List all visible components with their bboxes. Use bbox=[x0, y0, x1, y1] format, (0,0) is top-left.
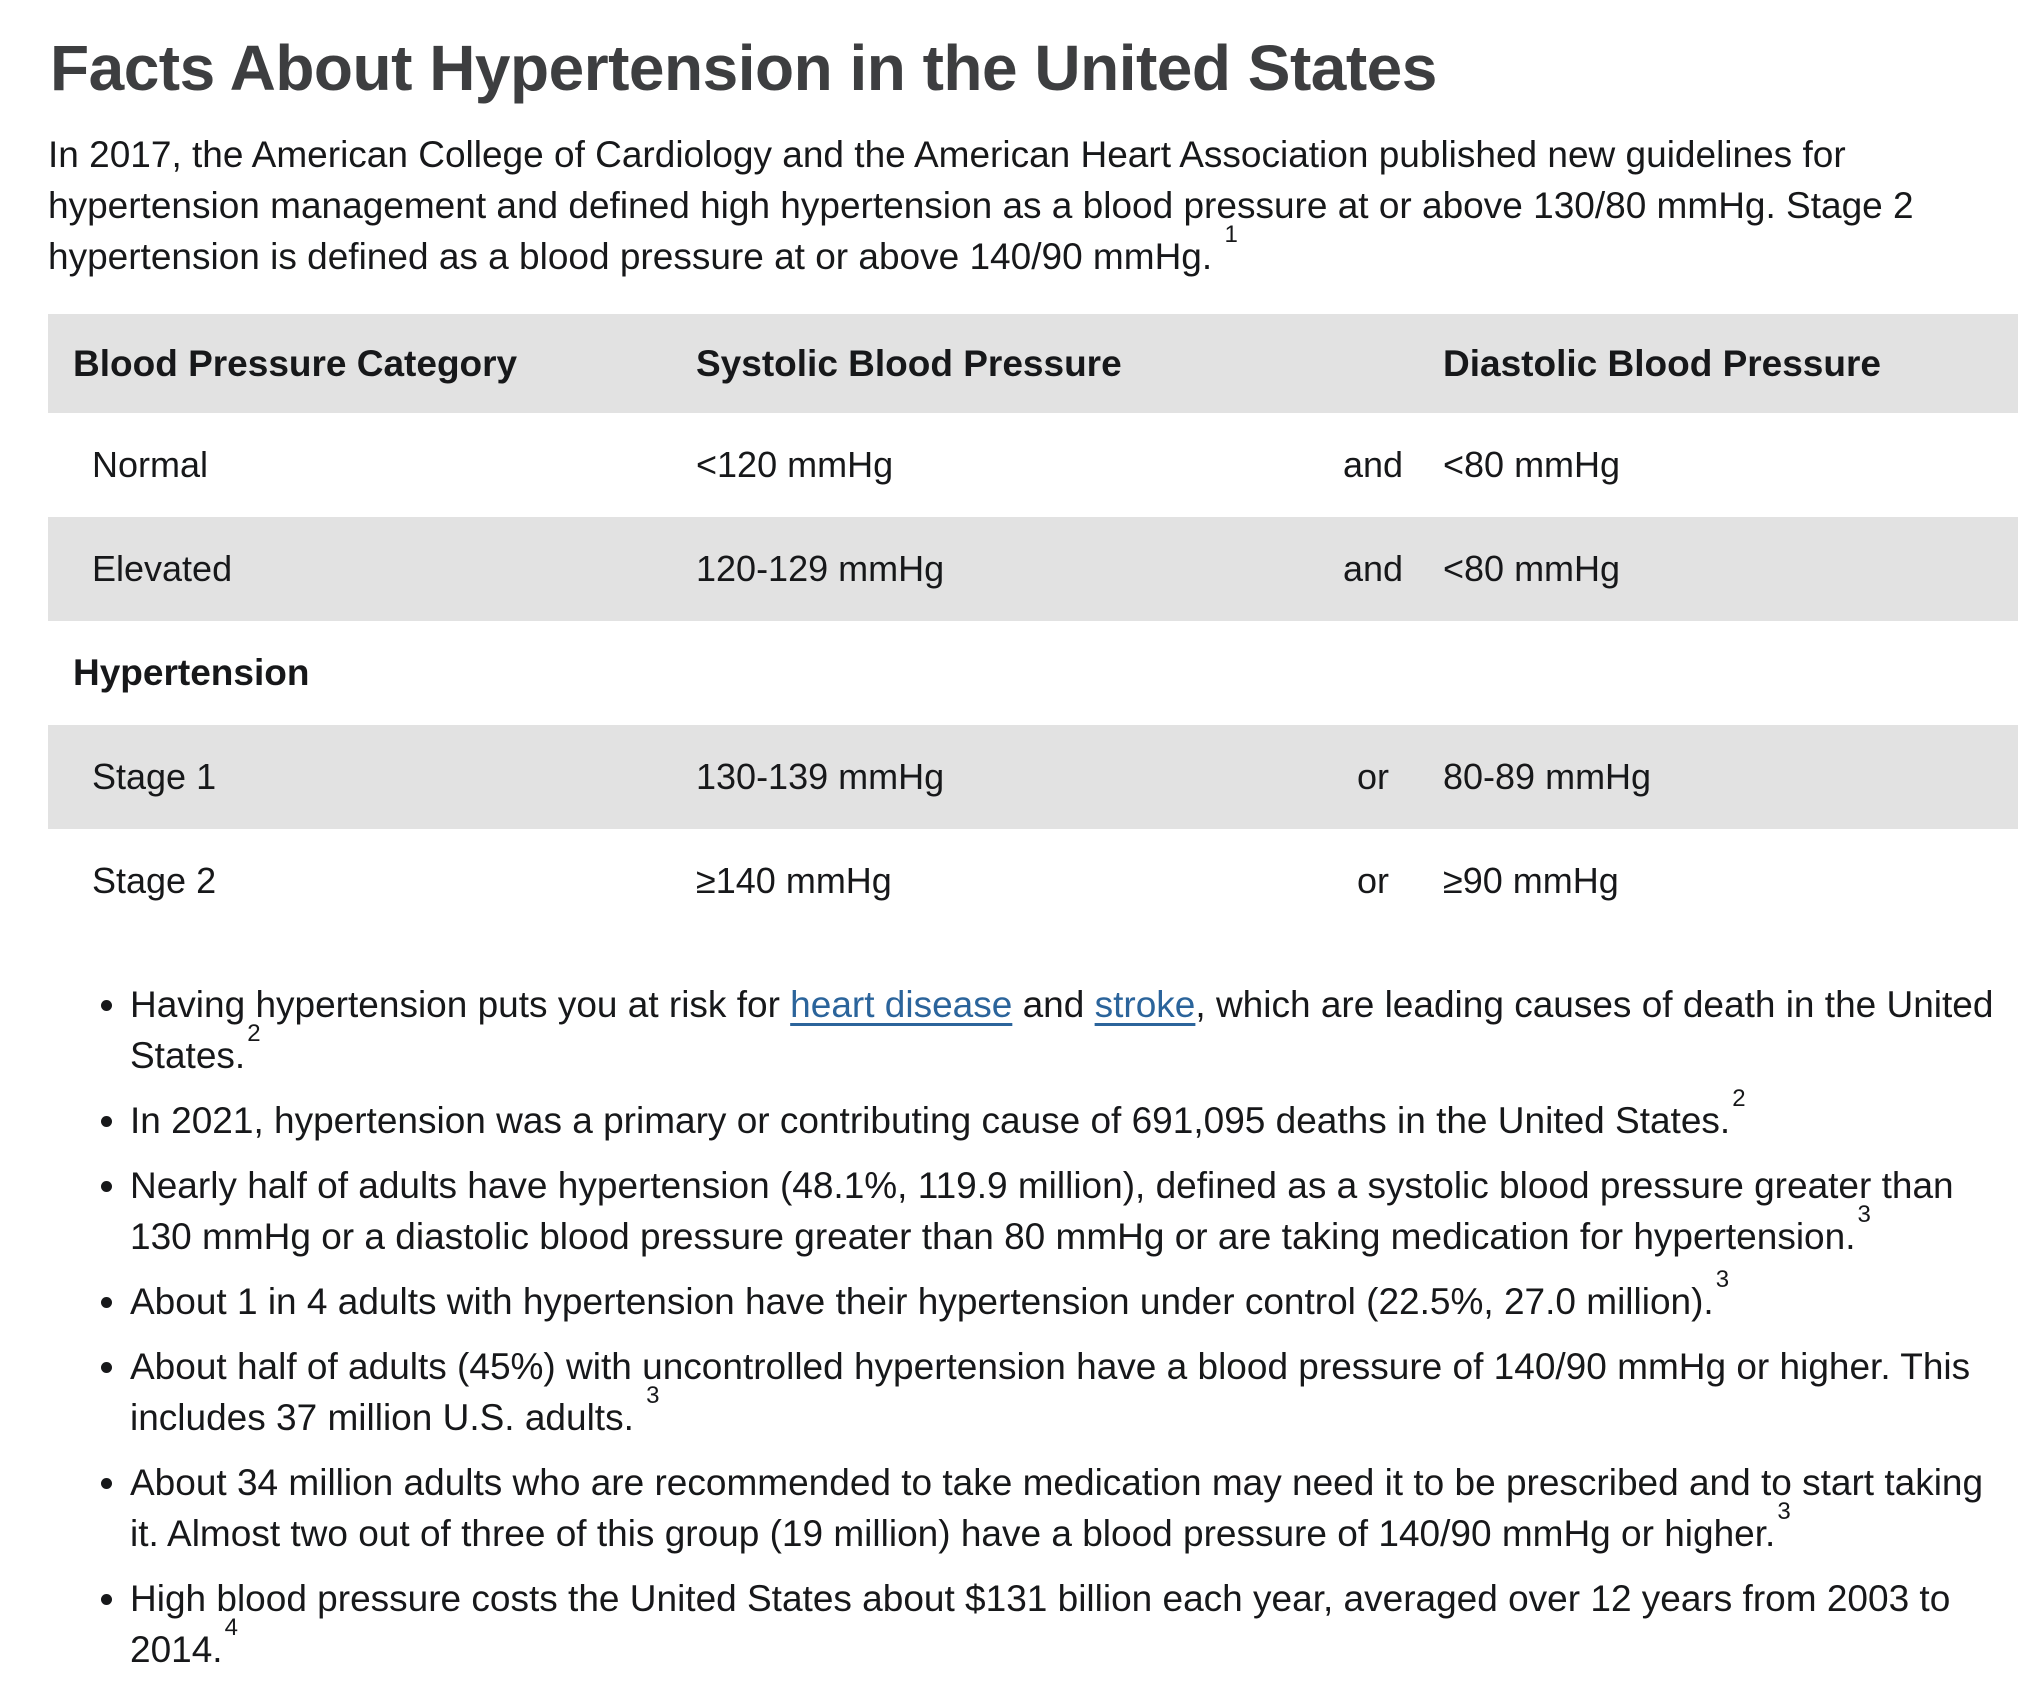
fact-item-prevalence bbox=[130, 1160, 2018, 1262]
page-title: Facts About Hypertension in the United States bbox=[50, 32, 1437, 104]
cell-diastolic: ≥90 mmHg bbox=[1443, 860, 1619, 901]
cell-category: Normal bbox=[92, 444, 209, 485]
page-content bbox=[0, 30, 2044, 1675]
cell-diastolic: <80 mmHg bbox=[1443, 444, 1621, 485]
footnote-ref: 3 bbox=[1857, 1200, 1871, 1228]
text-segment: Having hypertension puts you at risk for bbox=[130, 984, 791, 1025]
column-header-systolic: Systolic Blood Pressure bbox=[696, 342, 1122, 384]
cell-conjunction: and bbox=[1342, 444, 1404, 485]
fact-item-risk bbox=[130, 979, 2018, 1081]
footnote-ref: 4 bbox=[224, 1613, 238, 1641]
text-segment: , which are leading causes of death in the United States. bbox=[130, 984, 1994, 1076]
cell-systolic: ≥140 mmHg bbox=[696, 860, 892, 901]
cell-conjunction: or bbox=[1356, 860, 1389, 901]
text-segment: About 1 in 4 adults with hypertension have their hypertension under control (22.5%, 27.0 million). bbox=[130, 1281, 1714, 1322]
text-segment: About 34 million adults who are recommended to take medication may need it to be prescribed and to start taking it. Almost two out of three of this group (19 million) have a blood pressure of 140/90 mmHg or higher. bbox=[130, 1462, 1984, 1554]
cell-category: Elevated bbox=[92, 548, 233, 589]
footnote-ref: 2 bbox=[1732, 1084, 1746, 1112]
cell-category: Stage 2 bbox=[92, 860, 217, 901]
table-row-stage-2 bbox=[48, 829, 2018, 933]
cell-systolic: 120-129 mmHg bbox=[696, 548, 945, 589]
text-segment: High blood pressure costs the United States about $131 billion each year, averaged over 12 years from 2003 to 2014. bbox=[130, 1578, 1951, 1670]
fact-item-deaths-2021 bbox=[130, 1084, 2018, 1146]
cell-diastolic: 80-89 mmHg bbox=[1443, 756, 1652, 797]
stroke-link[interactable]: stroke bbox=[1094, 984, 1196, 1025]
table-header-row bbox=[48, 314, 2018, 413]
table-row-stage-1 bbox=[48, 725, 2018, 829]
fact-item-medication bbox=[130, 1457, 2018, 1559]
footnote-ref: 2 bbox=[247, 1019, 261, 1047]
table-subheader-hypertension bbox=[48, 621, 2018, 725]
heart-disease-link[interactable]: heart disease bbox=[790, 984, 1013, 1025]
fact-item-uncontrolled bbox=[130, 1341, 2018, 1443]
text-segment: Nearly half of adults have hypertension (48.1%, 119.9 million), defined as a systolic blood pressure greater than 130 mmHg or a diastolic blood pressure greater than 80 mmHg or are taking medication for hypertension. bbox=[130, 1165, 1954, 1257]
text-segment: About half of adults (45%) with uncontrolled hypertension have a blood pressure of 140/90 mmHg or higher. This includes 37 million U.S. adults. bbox=[130, 1346, 1971, 1438]
text-segment: In 2021, hypertension was a primary or contributing cause of 691,095 deaths in the United States. bbox=[130, 1100, 1731, 1141]
footnote-ref: 3 bbox=[1715, 1265, 1730, 1293]
cell-conjunction: or bbox=[1356, 756, 1389, 797]
footnote-ref: 1 bbox=[1224, 220, 1238, 248]
footnote-ref: 3 bbox=[1777, 1497, 1791, 1525]
cell-conjunction: and bbox=[1342, 548, 1404, 589]
column-header-category: Blood Pressure Category bbox=[73, 342, 518, 384]
blood-pressure-table bbox=[48, 314, 2018, 933]
text-segment: In 2017, the American College of Cardiology and the American Heart Association published new guidelines for hypertension management and defined high hypertension as a blood pressure at or above 130/80 mmHg. Stage 2 hypertension is defined as a blood pressure at or above 140/90 mmHg. bbox=[48, 134, 1914, 277]
cell-category: Stage 1 bbox=[92, 756, 217, 797]
footnote-ref: 3 bbox=[646, 1381, 660, 1409]
column-header-diastolic: Diastolic Blood Pressure bbox=[1443, 342, 1881, 384]
table-row-normal bbox=[48, 413, 2018, 517]
subheader-label: Hypertension bbox=[73, 652, 310, 693]
fact-item-control bbox=[130, 1265, 2018, 1327]
cell-systolic: 130-139 mmHg bbox=[696, 756, 945, 797]
table-row-elevated bbox=[48, 517, 2018, 621]
intro-paragraph bbox=[48, 129, 2018, 282]
cell-systolic: <120 mmHg bbox=[696, 444, 894, 485]
cell-diastolic: <80 mmHg bbox=[1443, 548, 1621, 589]
fact-item-cost bbox=[130, 1573, 2018, 1675]
facts-list bbox=[48, 979, 2018, 1675]
text-segment: and bbox=[1012, 984, 1095, 1025]
